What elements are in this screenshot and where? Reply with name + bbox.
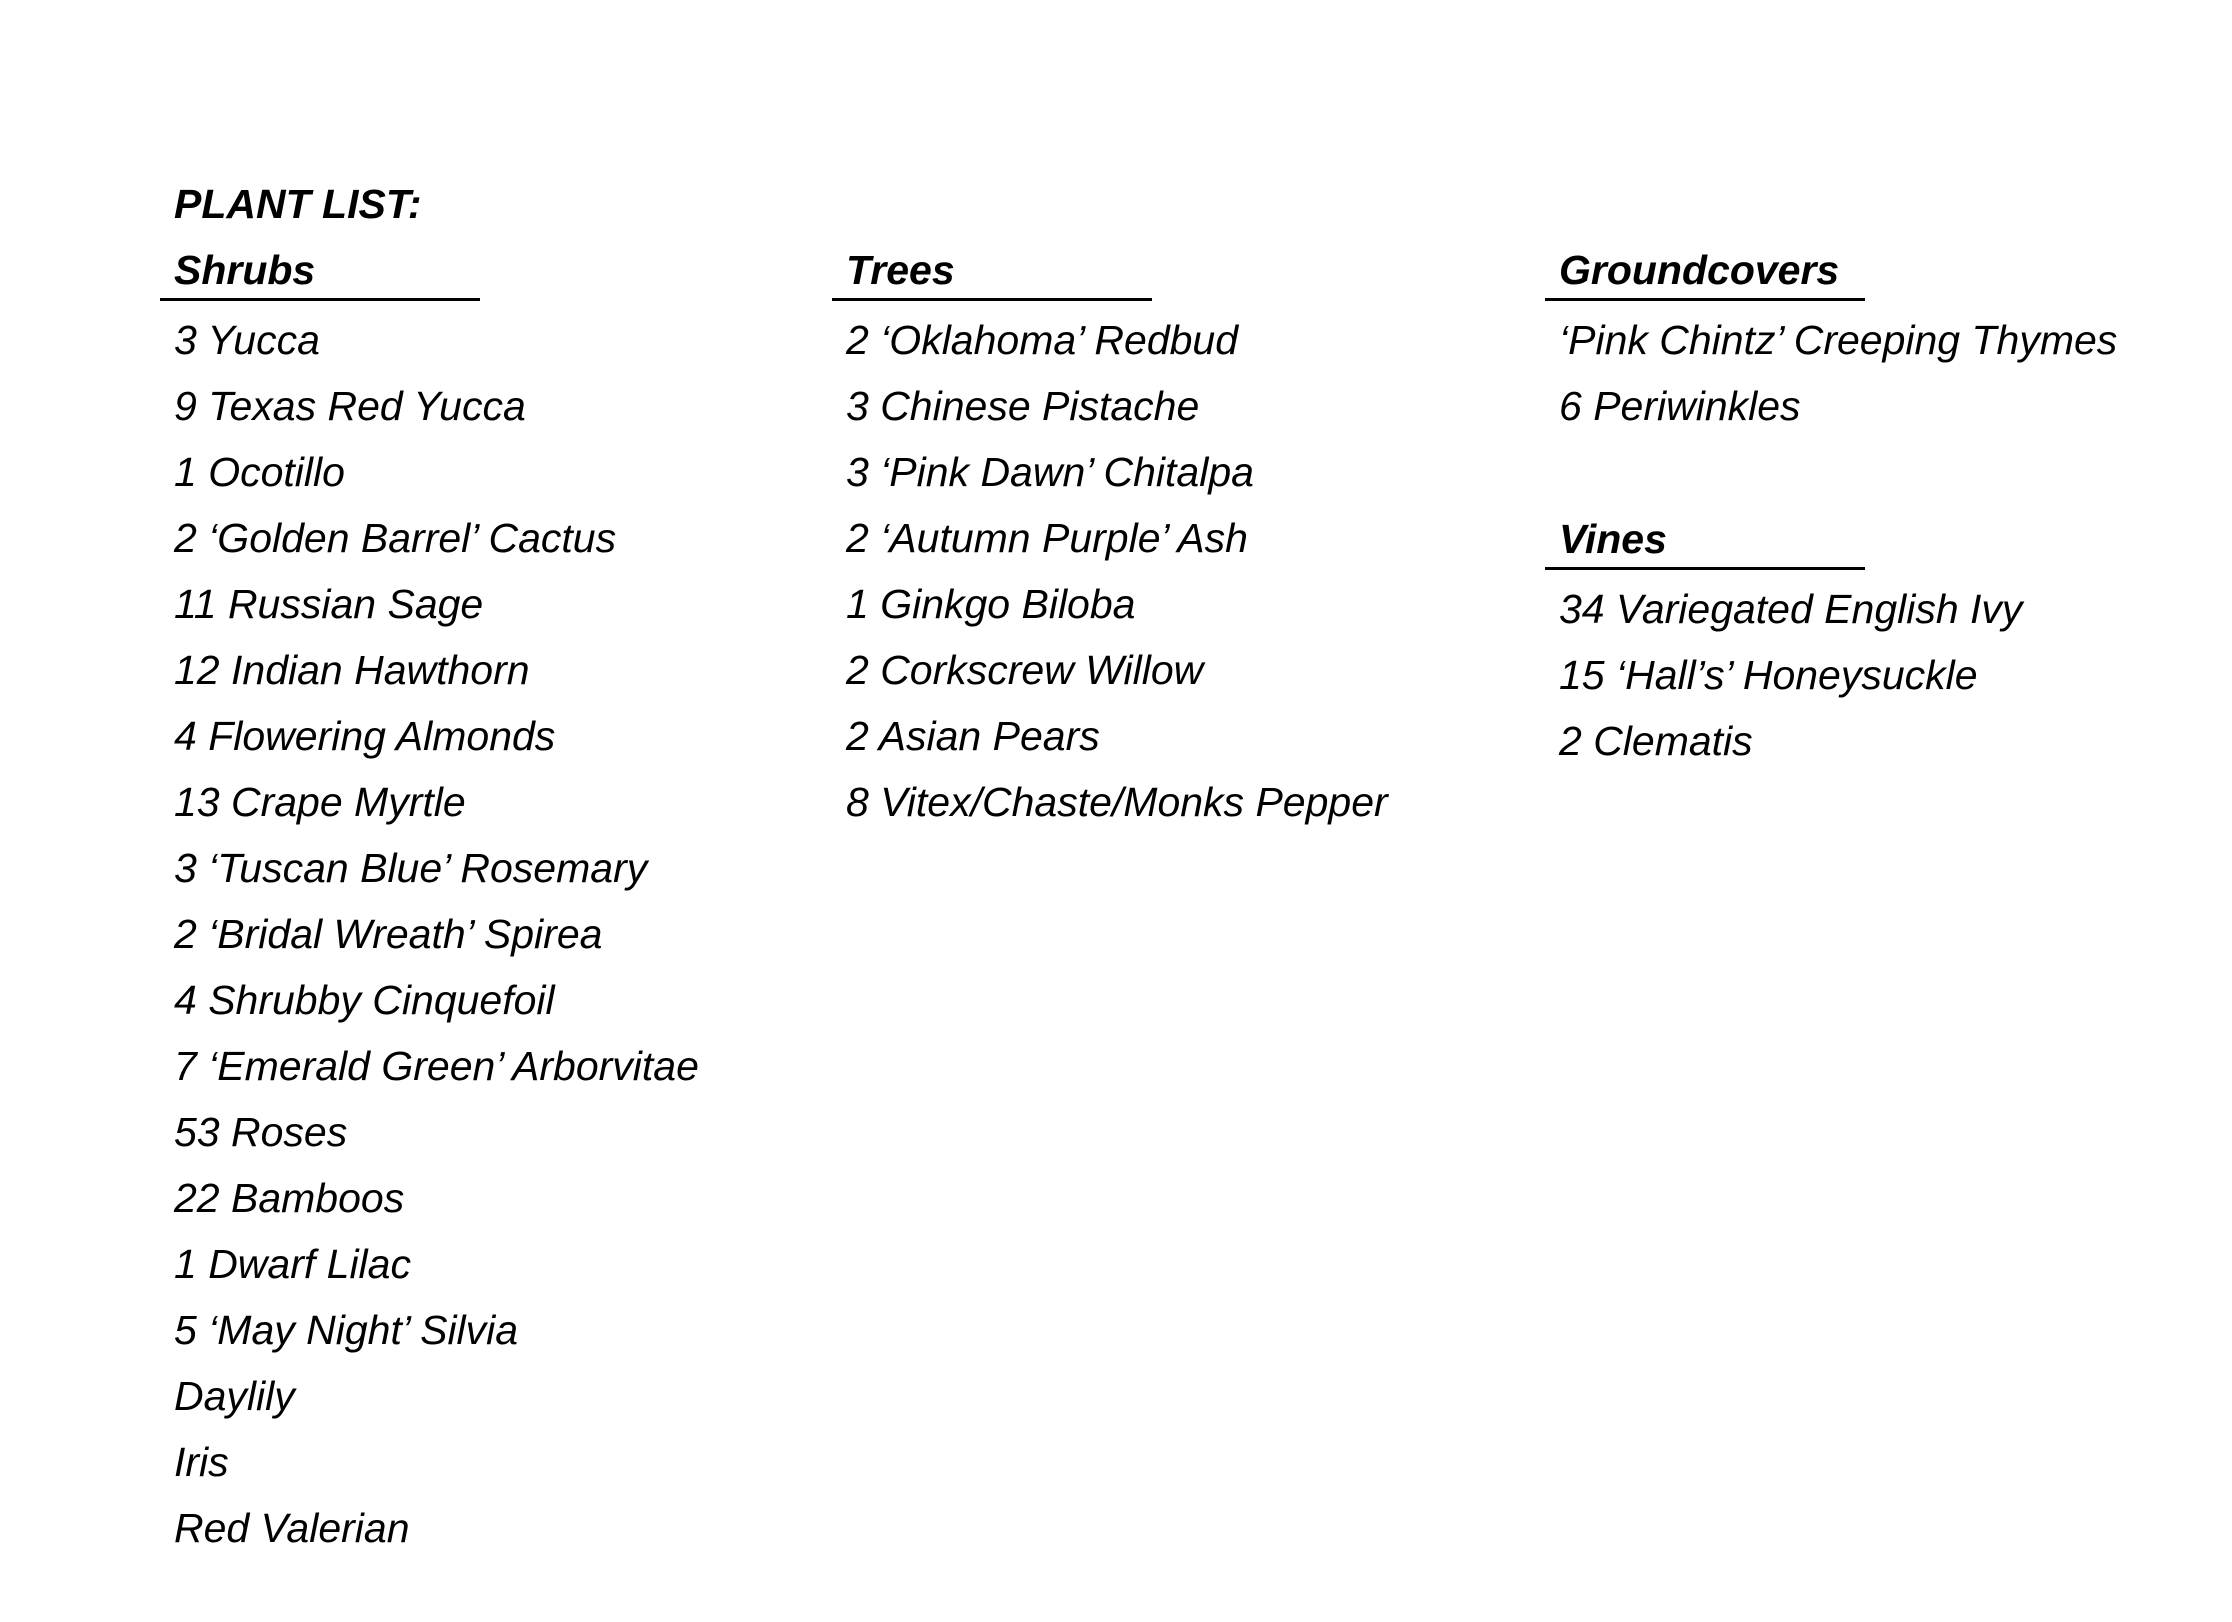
list-item: 3 Chinese Pistache — [846, 383, 1200, 429]
list-item: 22 Bamboos — [174, 1175, 405, 1221]
list-item: 2 ‘Autumn Purple’ Ash — [846, 515, 1248, 561]
vines-heading-underline — [1545, 567, 1865, 570]
groundcovers-list — [1545, 307, 2117, 439]
list-item: 53 Roses — [174, 1109, 348, 1155]
list-item: 34 Variegated English Ivy — [1559, 586, 2023, 632]
list-item: 1 Ginkgo Biloba — [846, 581, 1136, 627]
list-item: 3 ‘Tuscan Blue’ Rosemary — [174, 845, 648, 891]
groundcovers-heading-underline — [1545, 298, 1865, 301]
list-item: 12 Indian Hawthorn — [174, 647, 530, 693]
list-item: 2 Corkscrew Willow — [846, 647, 1204, 693]
list-item: 7 ‘Emerald Green’ Arborvitae — [174, 1043, 699, 1089]
groundcovers-vines-column — [1545, 242, 2117, 774]
list-item: 2 Asian Pears — [846, 713, 1100, 759]
list-item: 2 Clematis — [1559, 718, 1753, 764]
list-item: Daylily — [174, 1373, 295, 1419]
list-item: 15 ‘Hall’s’ Honeysuckle — [1559, 652, 1978, 698]
list-item: 13 Crape Myrtle — [174, 779, 466, 825]
shrubs-heading-underline — [160, 298, 480, 301]
vines-heading: Vines — [1559, 516, 1667, 562]
list-item: 2 ‘Bridal Wreath’ Spirea — [174, 911, 603, 957]
list-item: 2 ‘Golden Barrel’ Cactus — [174, 515, 617, 561]
list-item: Red Valerian — [174, 1505, 410, 1551]
list-item: 11 Russian Sage — [174, 581, 484, 627]
list-item: 8 Vitex/Chaste/Monks Pepper — [846, 779, 1388, 825]
list-item: 1 Dwarf Lilac — [174, 1241, 411, 1287]
groundcovers-heading: Groundcovers — [1559, 247, 1840, 293]
shrubs-column — [160, 242, 699, 1561]
list-item: Iris — [174, 1439, 229, 1485]
trees-heading: Trees — [846, 247, 955, 293]
shrubs-heading: Shrubs — [174, 247, 316, 293]
shrubs-list — [160, 307, 699, 1561]
list-item: ‘Pink Chintz’ Creeping Thymes — [1559, 317, 2118, 363]
list-item: 5 ‘May Night’ Silvia — [174, 1307, 519, 1353]
trees-column — [832, 242, 1388, 835]
list-item: 4 Shrubby Cinquefoil — [174, 977, 555, 1023]
list-item: 6 Periwinkles — [1559, 383, 1801, 429]
list-item: 9 Texas Red Yucca — [174, 383, 526, 429]
trees-list — [832, 307, 1388, 835]
vines-list — [1545, 576, 2117, 774]
list-item: 2 ‘Oklahoma’ Redbud — [846, 317, 1239, 363]
list-item: 3 ‘Pink Dawn’ Chitalpa — [846, 449, 1254, 495]
trees-heading-underline — [832, 298, 1152, 301]
vines-section — [1545, 511, 2117, 774]
list-item: 1 Ocotillo — [174, 449, 345, 495]
list-item: 4 Flowering Almonds — [174, 713, 556, 759]
page-title: PLANT LIST: — [174, 181, 422, 227]
list-item: 3 Yucca — [174, 317, 320, 363]
